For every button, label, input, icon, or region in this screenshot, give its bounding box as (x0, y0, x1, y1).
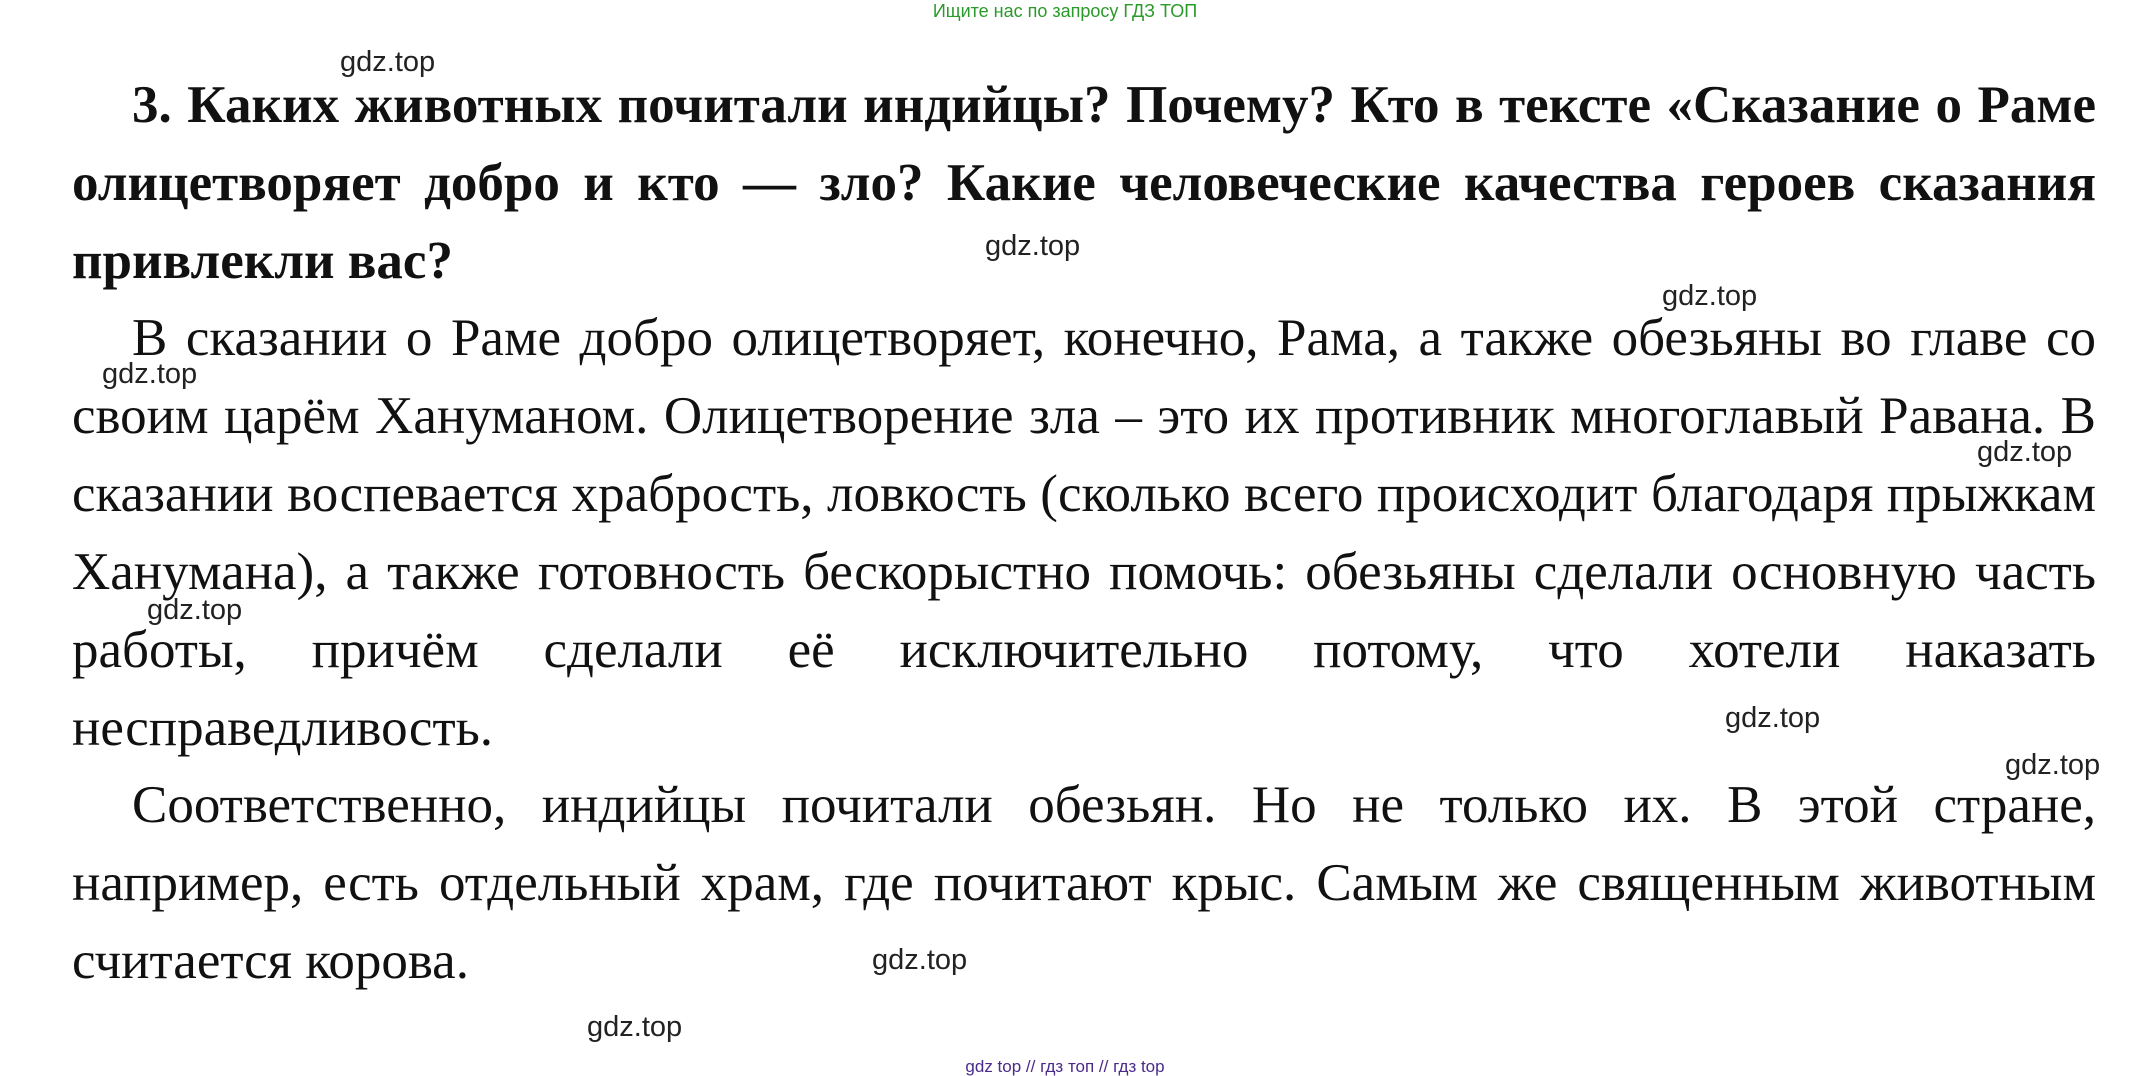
top-banner: Ищите нас по запросу ГДЗ ТОП (932, 1, 1198, 21)
footer-text: gdz top // гдз топ // гдз top (965, 1057, 1165, 1076)
watermark: gdz.top (102, 358, 198, 390)
watermark: gdz.top (1725, 702, 1821, 734)
watermark: gdz.top (1662, 280, 1758, 312)
watermark: gdz.top (340, 46, 436, 78)
watermark: gdz.top (872, 944, 968, 976)
watermark: gdz.top (985, 230, 1081, 262)
watermark: gdz.top (2005, 749, 2101, 781)
question-text: 3. Каких животных почитали индийцы? Почему? Кто в тексте «Сказание о Раме олицетворяет добро и кто — зло? Какие человеческие качества героев сказания привлекли вас? (72, 76, 2096, 290)
answer-paragraph-2: Соответственно, индийцы почитали обезьян. Но не только их. В этой стране, например, есть отдельный храм, где почитают крыс. Самым же священным животным считается корова. (72, 776, 2096, 990)
watermark: gdz.top (1977, 436, 2073, 468)
watermark: gdz.top (587, 1011, 683, 1043)
watermark: gdz.top (147, 594, 243, 626)
answer-paragraph-1: В сказании о Раме добро олицетворяет, конечно, Рама, а также обезьяны во главе со своим царём Хануманом. Олицетворение зла – это их противник многоглавый Равана. В сказании воспевается храбрость, ловкость (сколько всего происходит благодаря прыжкам Ханумана), а также готовность бескорыстно помочь: обезьяны сделали основную часть работы, причём сделали её исключительно потому, что хотели наказать несправедливость. (72, 309, 2096, 757)
